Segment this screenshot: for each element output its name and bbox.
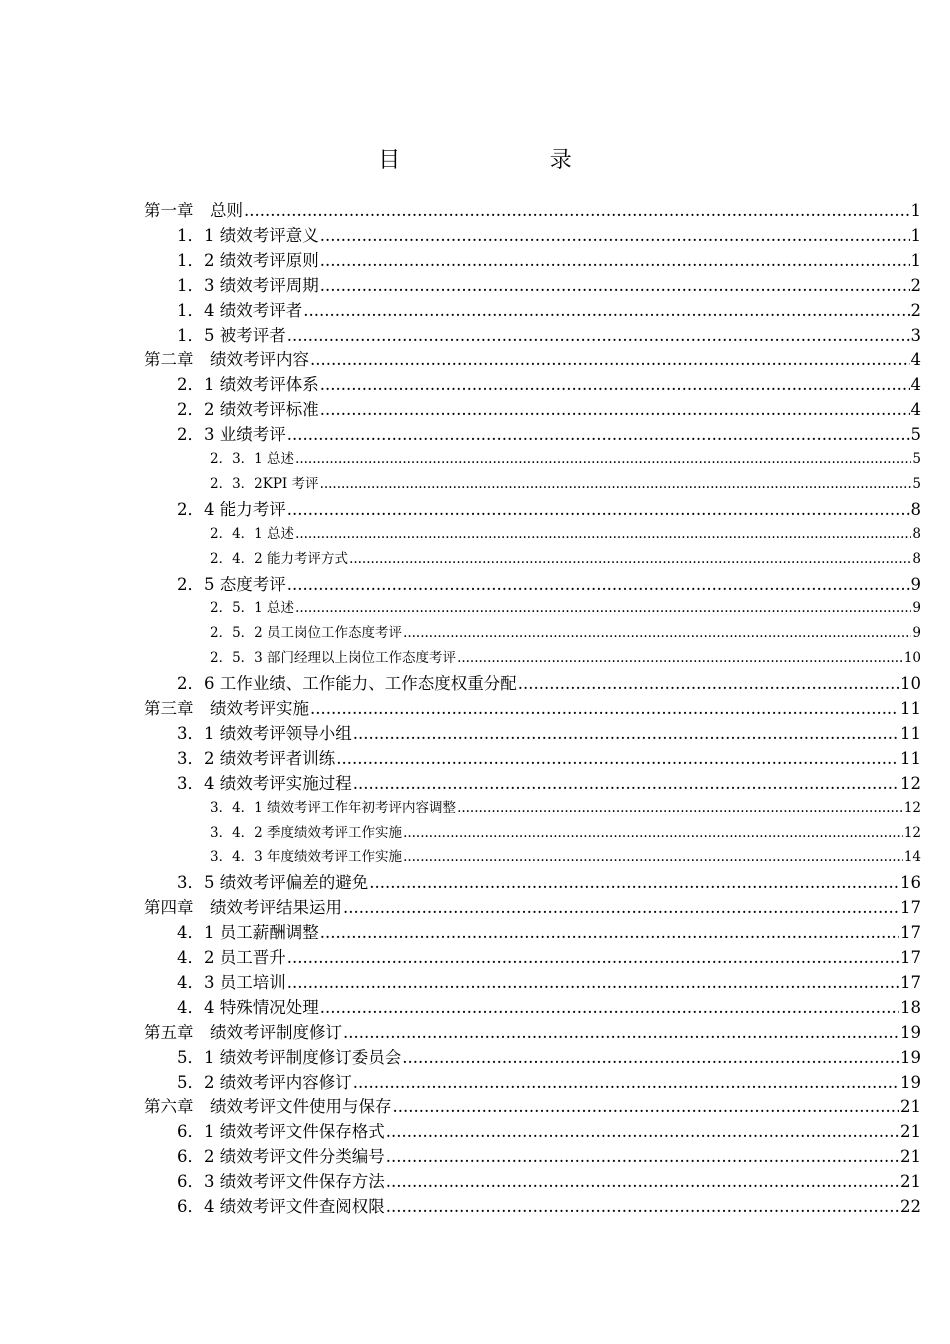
toc-leader-dots (320, 248, 910, 273)
toc-leader-dots (244, 198, 910, 223)
toc-entry-page-number: 17 (900, 923, 921, 943)
toc-leader-dots (287, 572, 910, 597)
toc-entry[interactable] (177, 1169, 921, 1194)
toc-leader-dots (369, 870, 899, 895)
toc-entry-label: 3．2 绩效考评者训练 (177, 748, 336, 768)
toc-entry[interactable] (177, 223, 921, 248)
toc-entry-label: 第二章 绩效考评内容 (144, 350, 309, 370)
toc-entry-label: 6．4 绩效考评文件查阅权限 (177, 1197, 385, 1216)
toc-entry-page-number: 19 (900, 1022, 921, 1042)
toc-leader-dots (386, 1144, 899, 1169)
toc-entry-label: 5．2 绩效考评内容修订 (177, 1072, 352, 1092)
toc-entry[interactable] (177, 746, 921, 771)
toc-entry-label: 1．4 绩效考评者 (177, 300, 303, 320)
page-title: 目 录 (378, 148, 607, 173)
toc-leader-dots (349, 547, 911, 572)
toc-leader-dots (336, 746, 899, 771)
toc-leader-dots (320, 472, 912, 497)
toc-entry-page-number: 22 (900, 1197, 921, 1216)
toc-entry[interactable] (210, 845, 921, 870)
toc-entry-label: 1．5 被考评者 (177, 325, 286, 345)
toc-leader-dots (303, 298, 909, 323)
toc-entry-label: 3．4 绩效考评实施过程 (177, 773, 352, 793)
toc-leader-dots (310, 696, 899, 721)
toc-entry[interactable] (177, 995, 921, 1020)
toc-entry-page-number: 21 (900, 1172, 921, 1192)
toc-entry[interactable] (177, 572, 921, 597)
toc-entry-label: 3．5 绩效考评偏差的避免 (177, 873, 369, 893)
toc-entry-page-number: 1 (910, 201, 921, 220)
toc-leader-dots (295, 522, 911, 547)
toc-leader-dots (393, 1094, 900, 1119)
toc-entry-page-number: 17 (900, 948, 921, 967)
toc-entry[interactable] (177, 1070, 921, 1095)
toc-entry[interactable] (210, 547, 921, 572)
toc-entry-label: 6．3 绩效考评文件保存方法 (177, 1172, 385, 1192)
toc-leader-dots (353, 771, 899, 796)
toc-entry-page-number: 3 (910, 325, 921, 345)
toc-leader-dots (287, 323, 910, 348)
toc-leader-dots (353, 1070, 899, 1095)
toc-leader-dots (518, 671, 899, 696)
toc-entry-page-number: 4 (910, 400, 921, 420)
toc-entry-page-number: 10 (900, 674, 921, 694)
toc-entry-page-number: 4 (910, 375, 921, 395)
toc-entry-label: 4．2 员工晋升 (177, 948, 286, 967)
toc-entry-label: 4．3 员工培训 (177, 972, 286, 992)
toc-leader-dots (343, 895, 899, 920)
toc-entry-label: 2．5．2 员工岗位工作态度考评 (210, 625, 403, 642)
toc-entry-page-number: 12 (903, 824, 921, 841)
toc-leader-dots (287, 497, 910, 522)
toc-entry-page-number: 21 (900, 1147, 921, 1167)
toc-leader-dots (295, 447, 911, 472)
toc-leader-dots (403, 845, 903, 870)
toc-entry-label: 2．4．2 能力考评方式 (210, 550, 349, 567)
toc-entry-label: 2．6 工作业绩、工作能力、工作态度权重分配 (177, 674, 517, 694)
toc-leader-dots (320, 372, 910, 397)
toc-entry-page-number: 16 (900, 873, 921, 893)
toc-entry-label: 1．3 绩效考评周期 (177, 275, 319, 295)
toc-entry[interactable] (177, 298, 921, 323)
toc-entry[interactable] (144, 198, 921, 223)
toc-leader-dots (402, 1045, 899, 1070)
toc-entry-page-number: 18 (900, 997, 921, 1017)
toc-entry-page-number: 2 (910, 275, 921, 295)
toc-entry-page-number: 11 (900, 748, 921, 768)
toc-leader-dots (386, 1169, 899, 1194)
toc-leader-dots (320, 223, 910, 248)
toc-leader-dots (403, 621, 911, 646)
toc-entry-page-number: 12 (900, 773, 921, 793)
toc-entry-label: 2．4 能力考评 (177, 499, 286, 519)
toc-entry[interactable] (144, 696, 921, 721)
toc-entry[interactable] (210, 821, 921, 846)
toc-entry-page-number: 5 (912, 475, 921, 492)
toc-leader-dots (320, 273, 910, 298)
toc-entry[interactable] (177, 870, 921, 895)
toc-entry-page-number: 17 (900, 898, 921, 918)
toc-entry-page-number: 19 (900, 1047, 921, 1067)
toc-entry-page-number: 5 (910, 425, 921, 445)
toc-entry-page-number: 8 (912, 550, 921, 567)
toc-entry-label: 第一章 总则 (144, 201, 243, 220)
toc-entry[interactable] (210, 596, 921, 621)
toc-entry[interactable] (210, 621, 921, 646)
toc-entry[interactable] (210, 472, 921, 497)
toc-entry-page-number: 1 (910, 250, 921, 270)
toc-entry-label: 第五章 绩效考评制度修订 (144, 1022, 342, 1042)
toc-entry-page-number: 5 (912, 451, 921, 467)
toc-entry[interactable] (177, 671, 921, 696)
toc-entry-page-number: 12 (903, 799, 921, 816)
toc-entry[interactable] (177, 945, 921, 970)
toc-entry-page-number: 14 (903, 849, 921, 866)
toc-entry[interactable] (210, 796, 921, 821)
toc-entry[interactable] (144, 1094, 921, 1119)
toc-entry-page-number: 10 (903, 650, 921, 667)
toc-entry[interactable] (177, 920, 921, 945)
toc-leader-dots (320, 995, 899, 1020)
toc-entry-label: 3．1 绩效考评领导小组 (177, 723, 352, 743)
toc-entry-label: 第三章 绩效考评实施 (144, 699, 309, 718)
toc-entry-label: 第四章 绩效考评结果运用 (144, 898, 342, 918)
toc-entry[interactable] (210, 522, 921, 547)
toc-entry[interactable] (210, 646, 921, 671)
toc-entry-label: 2．2 绩效考评标准 (177, 400, 319, 420)
toc-leader-dots (320, 397, 910, 422)
toc-entry-label: 3．4．3 年度绩效考评工作实施 (210, 849, 403, 866)
toc-leader-dots (457, 796, 903, 821)
toc-entry-label: 5．1 绩效考评制度修订委员会 (177, 1047, 402, 1067)
toc-entry-label: 4．4 特殊情况处理 (177, 997, 319, 1017)
toc-entry-label: 2．1 绩效考评体系 (177, 375, 319, 395)
toc-entry[interactable] (177, 273, 921, 298)
toc-entry[interactable] (144, 1020, 921, 1045)
toc-leader-dots (457, 646, 903, 671)
toc-entry-page-number: 9 (912, 600, 921, 617)
toc-entry-page-number: 17 (900, 972, 921, 992)
toc-entry-label: 2．3．2KPI 考评 (210, 475, 319, 492)
toc-leader-dots (386, 1194, 899, 1219)
toc-leader-dots (310, 347, 910, 372)
toc-entry[interactable] (177, 1144, 921, 1169)
toc-entry[interactable] (144, 347, 921, 372)
toc-entry[interactable] (177, 771, 921, 796)
toc-entry-label: 2．3 业绩考评 (177, 425, 286, 445)
toc-entry-page-number: 2 (910, 300, 921, 320)
toc-entry[interactable] (144, 895, 921, 920)
toc-entry-label: 2．5 态度考评 (177, 574, 286, 594)
toc-entry-page-number: 21 (900, 1097, 921, 1117)
toc-entry[interactable] (177, 1119, 921, 1144)
toc-entry-label: 2．3．1 总述 (210, 451, 295, 467)
toc-entry-page-number: 1 (910, 225, 921, 245)
toc-entry[interactable] (177, 248, 921, 273)
toc-entry[interactable] (177, 970, 921, 995)
toc-leader-dots (386, 1119, 899, 1144)
toc-entry[interactable] (177, 497, 921, 522)
toc-leader-dots (295, 596, 911, 621)
toc-leader-dots (343, 1020, 899, 1045)
toc-entry-label: 2．5．3 部门经理以上岗位工作态度考评 (210, 650, 457, 667)
toc-leader-dots (320, 920, 899, 945)
toc-entry-label: 1．1 绩效考评意义 (177, 225, 319, 245)
toc-entry[interactable] (177, 323, 921, 348)
toc-entry-page-number: 9 (912, 625, 921, 642)
toc-entry-page-number: 11 (900, 723, 921, 743)
toc-entry-label: 2．5．1 总述 (210, 600, 295, 617)
toc-entry-page-number: 21 (900, 1122, 921, 1142)
toc-leader-dots (287, 970, 899, 995)
toc-entry-label: 1．2 绩效考评原则 (177, 250, 319, 270)
toc-leader-dots (287, 422, 910, 447)
toc-leader-dots (403, 821, 903, 846)
toc-entry-label: 6．1 绩效考评文件保存格式 (177, 1122, 385, 1142)
toc-entry[interactable] (177, 721, 921, 746)
toc-entry-page-number: 8 (912, 525, 921, 542)
toc-entry[interactable] (177, 1194, 921, 1219)
toc-entry[interactable] (210, 447, 921, 472)
toc-entry[interactable] (177, 1045, 921, 1070)
toc-entry-label: 4．1 员工薪酬调整 (177, 923, 319, 943)
toc-entry-page-number: 9 (910, 574, 921, 594)
toc-entry-label: 2．4．1 总述 (210, 525, 295, 542)
toc-entry[interactable] (177, 422, 921, 447)
toc-leader-dots (353, 721, 899, 746)
toc-entry[interactable] (177, 397, 921, 422)
toc-entry-page-number: 11 (900, 699, 921, 718)
toc-entry-page-number: 19 (900, 1072, 921, 1092)
toc-entry-label: 第六章 绩效考评文件使用与保存 (144, 1097, 392, 1117)
toc-entry-label: 3．4．2 季度绩效考评工作实施 (210, 824, 403, 841)
toc-entry-label: 3．4．1 绩效考评工作年初考评内容调整 (210, 799, 457, 816)
toc-entry-page-number: 8 (910, 499, 921, 519)
toc-entry-label: 6．2 绩效考评文件分类编号 (177, 1147, 385, 1167)
toc-entry[interactable] (177, 372, 921, 397)
toc-entry-page-number: 4 (910, 350, 921, 370)
toc-leader-dots (287, 945, 899, 970)
